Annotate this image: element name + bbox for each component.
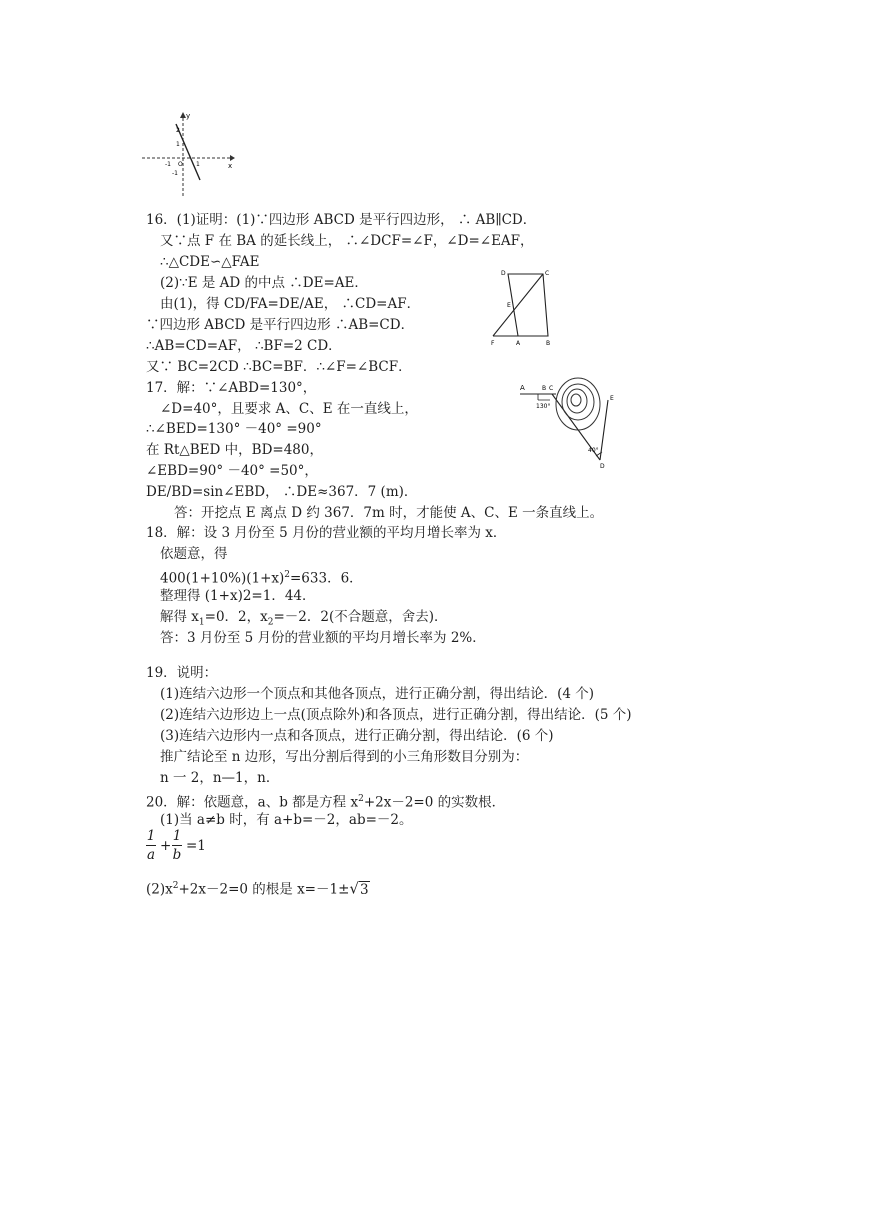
parallelogram-figure: [488, 266, 558, 346]
q17-line-3: ∴∠BED=130° －40° =90°: [146, 421, 322, 437]
q17-line-1: 17．解：∵∠ABD=130°，: [146, 380, 317, 396]
graph-tick-x-1: 1: [196, 161, 200, 168]
q17-line-5: ∠EBD=90° －40° =50°，: [146, 463, 318, 479]
q18-line-2: 依题意，得: [160, 546, 228, 562]
fraction-plus: +: [160, 838, 172, 854]
graph-tick-neg1: -1: [172, 170, 178, 177]
q17-line-6: DE/BD=sin∠EBD， ∴DE≈367．7 (m)．: [146, 484, 418, 500]
q18-line-4: 整理得 (1+x)2=1．44．: [160, 588, 316, 604]
q16-line-5: 由(1)，得 CD/FA=DE/AE， ∴CD=AF．: [160, 296, 421, 312]
pg-label-F: F: [491, 340, 495, 346]
q18-line-5-a: 解得 x: [160, 609, 199, 625]
q19-line-1: 19．说明：: [146, 665, 218, 681]
fraction-2-bar: [172, 845, 182, 846]
q20-line-4-exp: 2: [172, 881, 179, 891]
terrain-figure: [516, 372, 620, 472]
q20-line-1-a: 20．解：依题意，a、b 都是方程 x: [146, 794, 359, 811]
terrain-angle-40: 40°: [588, 447, 599, 454]
q19-line-5: 推广结论至 n 边形，写出分割后得到的小三角形数目分别为：: [160, 749, 529, 765]
q18-line-3-a: 400(1+10%)(1+x): [160, 570, 285, 587]
q19-line-3: (2)连结六边形边上一点(顶点除外)和各顶点，进行正确分割，得出结论．(5 个): [160, 707, 632, 723]
q19-line-6: n 一 2，n—1，n．: [160, 770, 280, 786]
terrain-label-D: D: [600, 463, 605, 470]
terrain-angle-130: 130°: [536, 403, 551, 410]
terrain-label-E: E: [610, 395, 614, 402]
q18-line-5-sub2: 2: [267, 617, 274, 628]
fraction-1-over-a: [146, 828, 156, 863]
q16-line-2: 又∵点 F 在 BA 的延长线上， ∴∠DCF=∠F，∠D=∠EAF，: [160, 233, 534, 249]
sqrt-sign-icon: √: [349, 879, 359, 898]
q20-line-4-radicand: 3: [359, 881, 369, 898]
q17-line-7: 答：开挖点 E 离点 D 约 367．7m 时，才能使 A、C、E 一条直线上。: [174, 505, 604, 521]
graph-tick-1: 1: [176, 141, 180, 148]
fraction-1-den: a: [146, 847, 156, 863]
q20-line-3: =1: [186, 838, 206, 854]
q19-line-2: (1)连结六边形一个顶点和其他各顶点，进行正确分割，得出结论．(4 个): [160, 686, 595, 702]
q18-line-3: [160, 566, 363, 588]
q20-line-1-c: +2x－2=0 的实数根．: [363, 794, 506, 811]
fraction-1-bar: [146, 845, 156, 846]
q16-line-8: 又∵ BC=2CD ∴BC=BF．∴∠F=∠BCF．: [146, 359, 412, 375]
graph-x-label: x: [228, 162, 233, 170]
graph-tick-x-neg1: -1: [165, 161, 171, 168]
graph-y-label: y: [186, 112, 191, 120]
fraction-1-over-b: [172, 828, 182, 863]
q18-line-6: 答：3 月份至 5 月份的营业额的平均月增长率为 2%．: [160, 630, 486, 646]
q19-line-4: (3)连结六边形内一点和各顶点，进行正确分割，得出结论．(6 个): [160, 728, 554, 744]
q18-line-1: 18．解：设 3 月份至 5 月份的营业额的平均月增长率为 x．: [146, 525, 507, 541]
pg-label-E: E: [507, 302, 511, 309]
terrain-label-B: B: [542, 385, 547, 392]
q20-line-1-exp: 2: [358, 794, 364, 804]
fraction-2-den: b: [172, 847, 182, 863]
coordinate-graph-figure: [140, 112, 235, 198]
q18-line-5-c: =0．2，x: [204, 609, 268, 625]
q18-line-5-sub1: 1: [198, 617, 205, 628]
pg-label-A: A: [516, 340, 521, 346]
q16-line-4: (2)∵E 是 AD 的中点 ∴DE=AE．: [160, 275, 368, 291]
q18-line-3-exp: 2: [284, 570, 290, 580]
pg-label-C: C: [545, 270, 550, 277]
graph-tick-2: 2: [176, 127, 180, 134]
q18-line-5-e: =－2．2(不合题意，舍去)．: [273, 609, 448, 625]
q16-line-7: ∴AB=CD=AF， ∴BF=2 CD．: [146, 338, 342, 354]
terrain-label-C: C: [549, 385, 554, 392]
q20-line-4-a: (2)x: [146, 881, 173, 898]
q16-line-1: 16．(1)证明：(1)∵四边形 ABCD 是平行四边形， ∴ AB∥CD．: [146, 212, 537, 228]
graph-origin: O: [178, 161, 183, 168]
q16-line-6: ∵四边形 ABCD 是平行四边形 ∴AB=CD．: [146, 317, 415, 333]
terrain-label-A: A: [520, 384, 525, 392]
q20-line-4: [146, 877, 370, 899]
q20-line-1: [146, 790, 505, 812]
q17-line-4: 在 Rt△BED 中，BD=480，: [146, 442, 323, 458]
fraction-2-num: 1: [172, 828, 182, 844]
q17-line-2: ∠D=40°，且要求 A、C、E 在一直线上，: [160, 401, 418, 417]
q16-line-3: ∴△CDE∽△FAE: [160, 254, 260, 270]
fraction-1-num: 1: [146, 828, 156, 844]
pg-label-B: B: [546, 340, 551, 346]
q18-line-3-c: =633．6．: [290, 570, 363, 587]
q20-line-2: (1)当 a≠b 时，有 a+b=－2，ab=－2。: [160, 812, 413, 828]
pg-label-D: D: [501, 270, 506, 277]
q20-line-4-c: +2x－2=0 的根是 x=－1±: [178, 881, 350, 898]
